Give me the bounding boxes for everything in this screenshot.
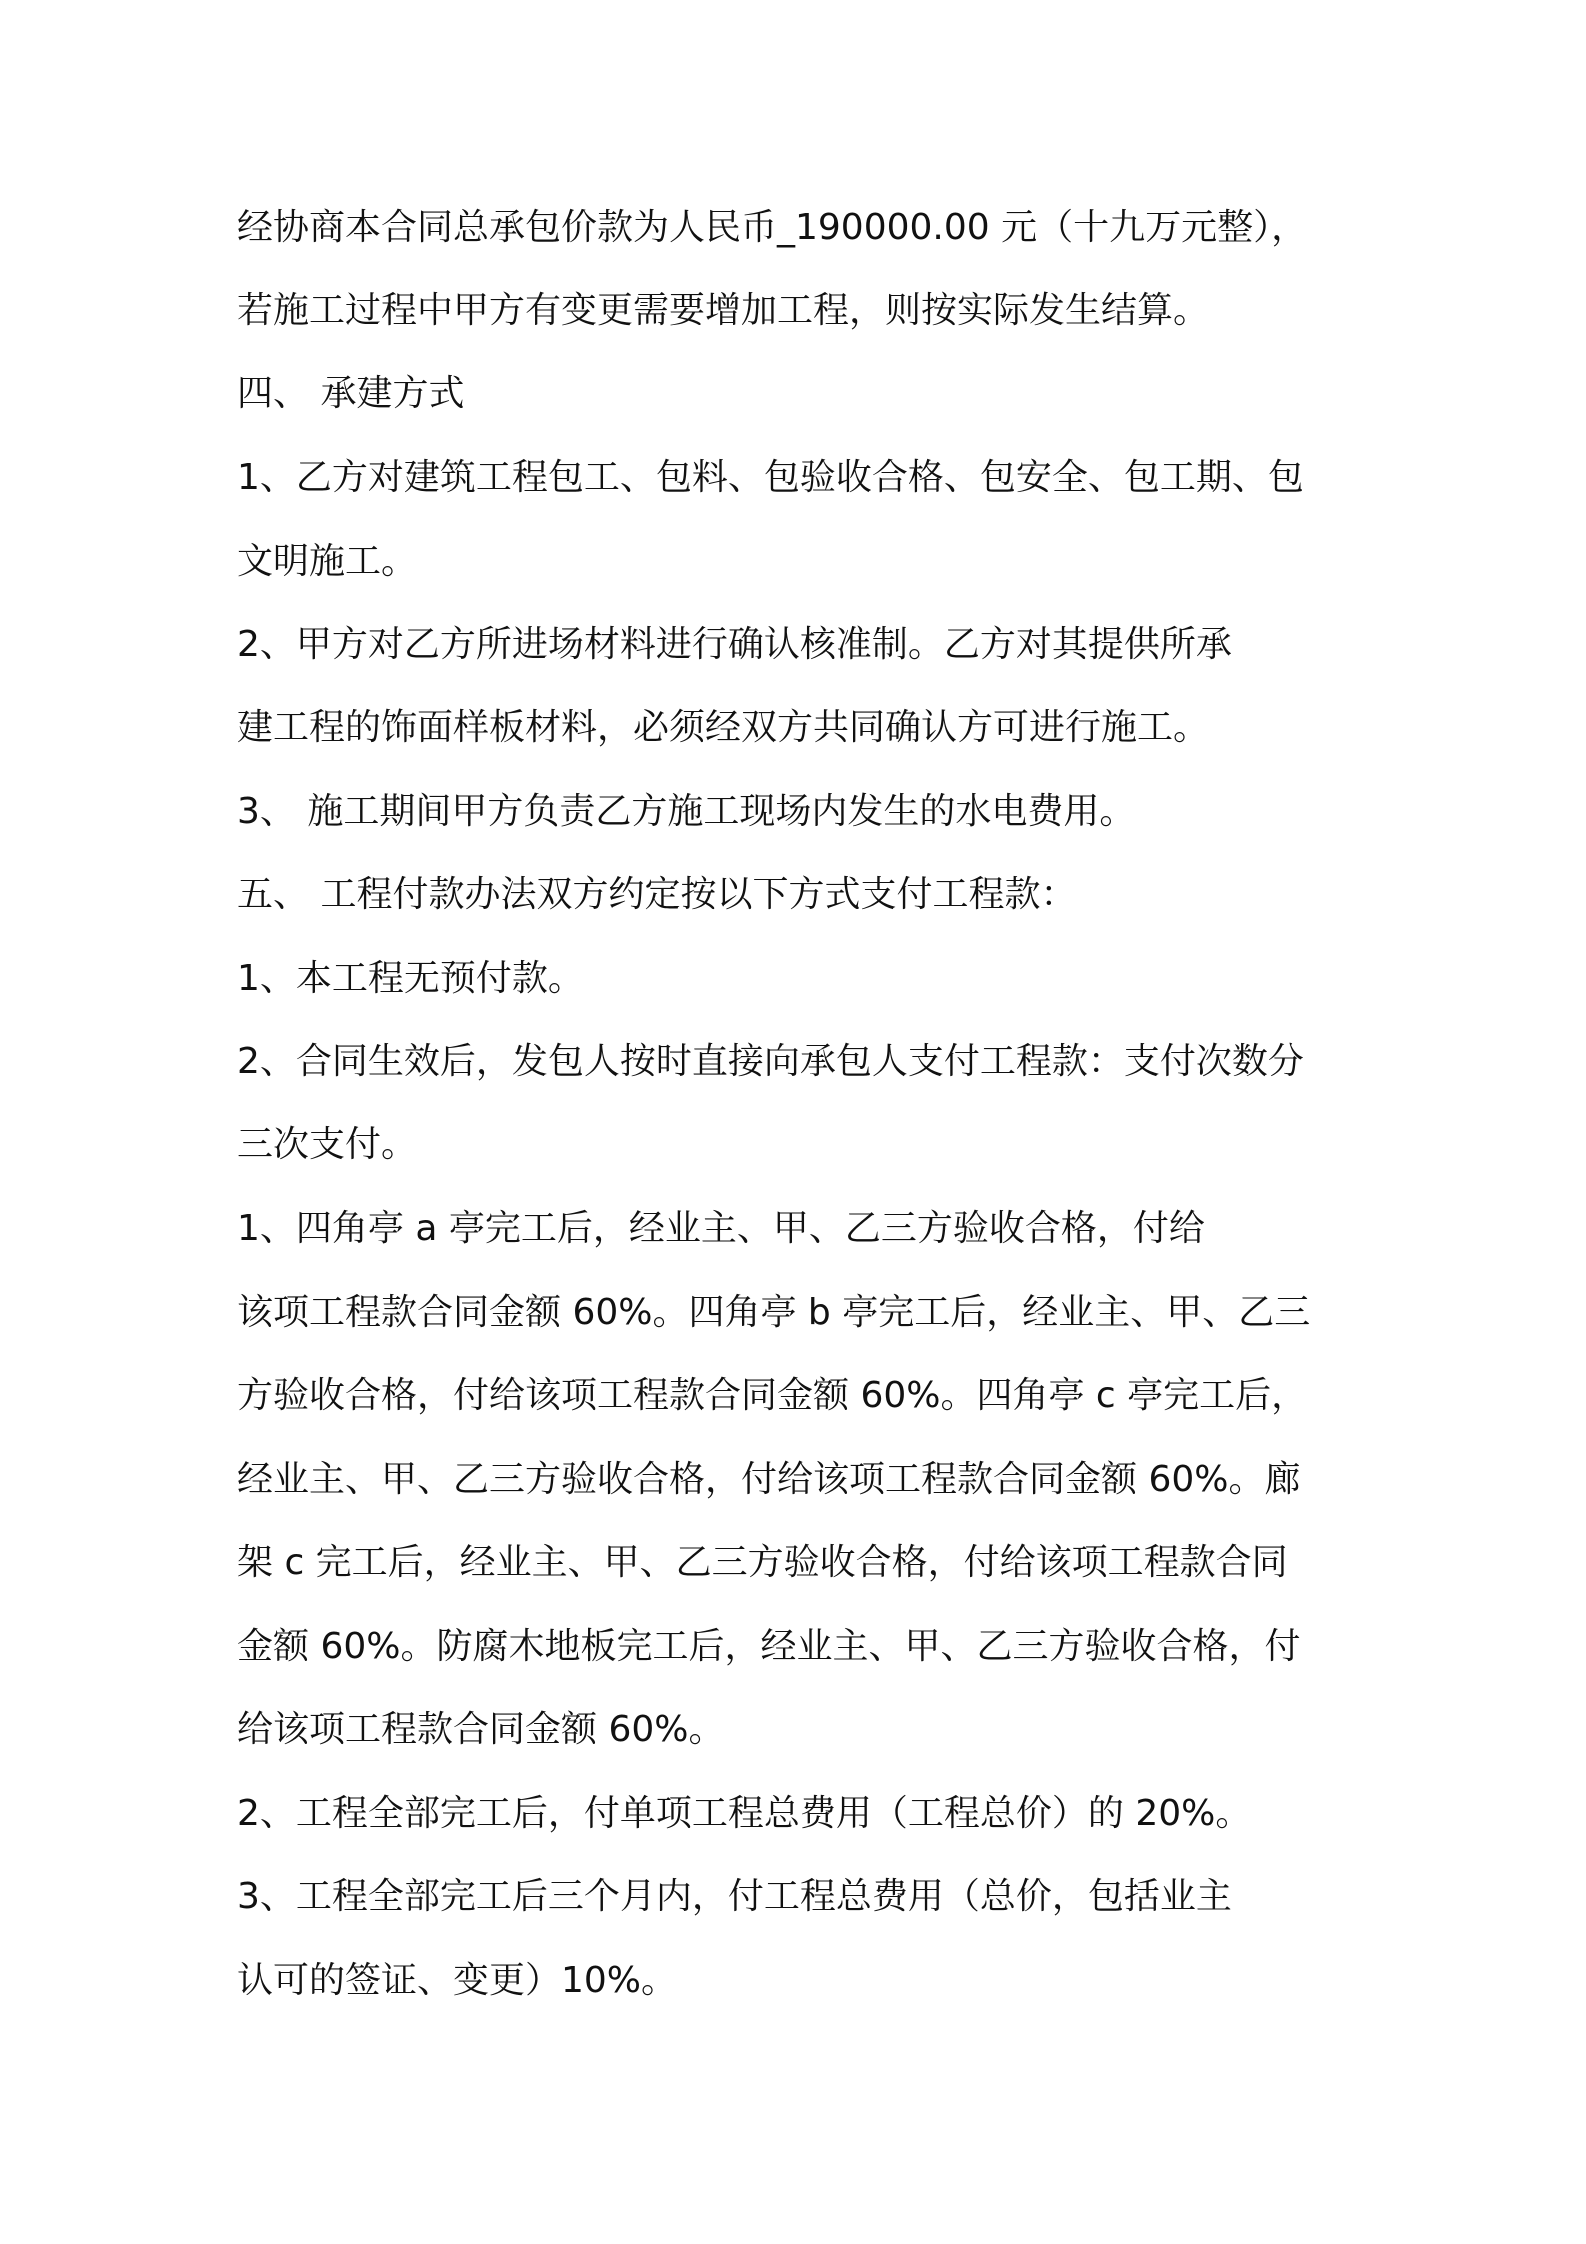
text-line: 建工程的饰面样板材料，必须经双方共同确认方可进行施工。 bbox=[237, 707, 1210, 748]
text-line: 3、 施工期间甲方负责乙方施工现场内发生的水电费用。 bbox=[237, 791, 1136, 832]
text-line: 若施工过程中甲方有变更需要增加工程，则按实际发生结算。 bbox=[237, 290, 1210, 331]
text-line: 金额 60%。防腐木地板完工后，经业主、甲、乙三方验收合格，付 bbox=[237, 1626, 1301, 1667]
text-line: 1、四角亭 a 亭完工后，经业主、甲、乙三方验收合格，付给 bbox=[237, 1208, 1205, 1249]
text-line: 架 c 完工后，经业主、甲、乙三方验收合格，付给该项工程款合同 bbox=[237, 1542, 1288, 1583]
text-line: 认可的签证、变更）10%。 bbox=[237, 1960, 678, 2001]
text-line: 2、甲方对乙方所进场材料进行确认核准制。乙方对其提供所承 bbox=[237, 624, 1232, 665]
text-line: 1、本工程无预付款。 bbox=[237, 958, 584, 999]
section-heading: 五、 工程付款办法双方约定按以下方式支付工程款： bbox=[237, 874, 1077, 915]
section-heading: 四、 承建方式 bbox=[237, 373, 465, 414]
text-line: 方验收合格，付给该项工程款合同金额 60%。四角亭 c 亭完工后， bbox=[237, 1375, 1308, 1416]
text-line: 文明施工。 bbox=[237, 541, 418, 582]
text-line: 2、工程全部完工后，付单项工程总费用（工程总价）的 20%。 bbox=[237, 1793, 1252, 1834]
text-line: 2、合同生效后，发包人按时直接向承包人支付工程款：支付次数分 bbox=[237, 1041, 1304, 1082]
text-line: 该项工程款合同金额 60%。四角亭 b 亭完工后，经业主、甲、乙三 bbox=[237, 1292, 1311, 1333]
text-line: 三次支付。 bbox=[237, 1124, 418, 1165]
text-line: 经协商本合同总承包价款为人民币_190000.00 元（十九万元整）， bbox=[237, 207, 1308, 248]
text-line: 3、工程全部完工后三个月内，付工程总费用（总价，包括业主 bbox=[237, 1876, 1232, 1917]
text-line: 给该项工程款合同金额 60%。 bbox=[237, 1709, 725, 1750]
text-line: 1、乙方对建筑工程包工、包料、包验收合格、包安全、包工期、包 bbox=[237, 457, 1304, 498]
text-line: 经业主、甲、乙三方验收合格，付给该项工程款合同金额 60%。廊 bbox=[237, 1459, 1301, 1500]
